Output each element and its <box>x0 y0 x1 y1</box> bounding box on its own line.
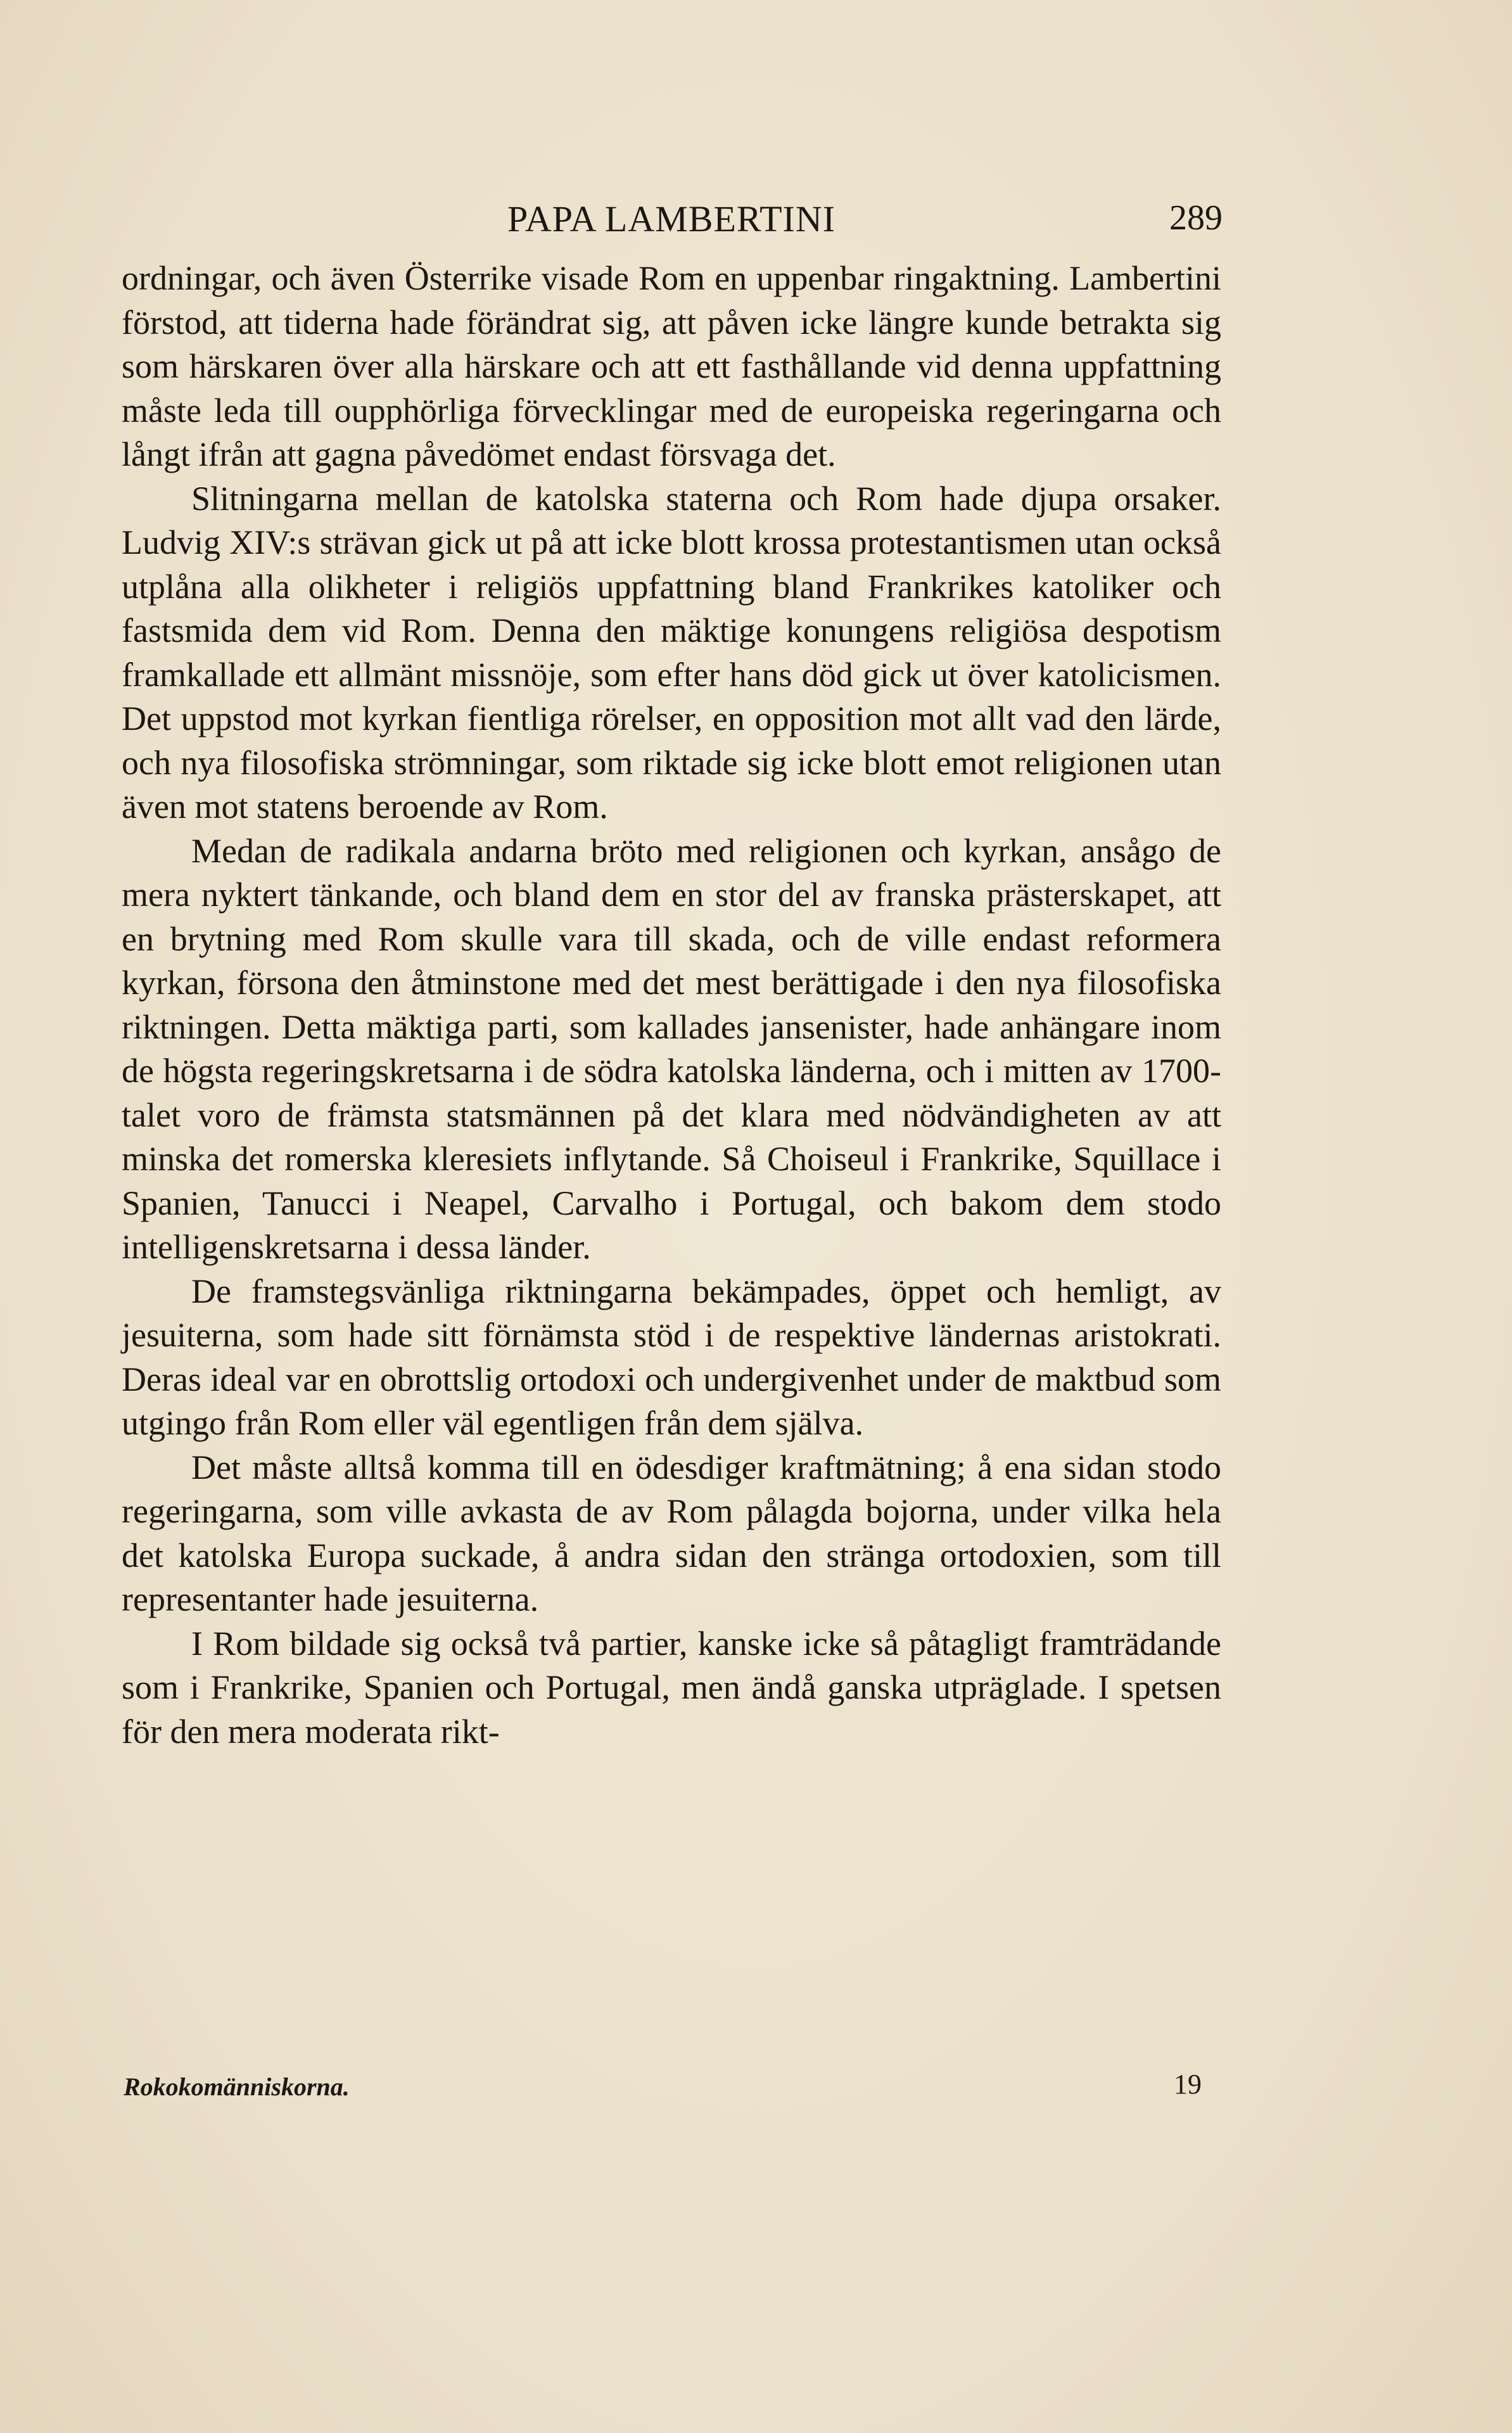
paragraph: ordningar, och även Österrike visade Rom en uppenbar ringaktning. Lambertini förstod, att tiderna hade förändrat sig, att påven icke längre kunde betrakta sig som härskaren över alla härskare och att ett fasthållande vid denna uppfattning måste leda till oupphörliga förvecklingar med de europeiska regeringarna och långt ifrån att gagna påvedömet endast försvaga det. <box>122 259 1221 473</box>
page-header <box>120 190 1223 247</box>
body-text <box>122 257 1221 1754</box>
signature-number: 19 <box>1174 2069 1202 2100</box>
page-number: 289 <box>1169 198 1223 238</box>
printer-signature: Rokokomänniskorna. <box>124 2072 350 2101</box>
paragraph: De framstegsvänliga riktningarna bekämpades, öppet och hemligt, av jesuiterna, som hade sitt förnämsta stöd i de respektive ländernas aristokrati. Deras ideal var en obrottslig ortodoxi och undergivenhet under de maktbud som utgingo från Rom eller väl egentligen från dem själva. <box>122 1272 1221 1442</box>
paragraph: Slitningarna mellan de katolska staterna och Rom hade djupa orsaker. Ludvig XIV:s strävan gick ut på att icke blott krossa protestantismen utan också utplåna alla olikheter i religiös uppfattning bland Frankrikes katoliker och fastsmida dem vid Rom. Denna den mäktige konungens religiösa despotism framkallade ett allmänt missnöje, som efter hans död gick ut över katolicismen. Det uppstod mot kyrkan fientliga rörelser, en opposition mot allt vad den lärde, och nya filosofiska strömningar, som riktade sig icke blott emot religionen utan även mot statens beroende av Rom. <box>122 479 1221 826</box>
paragraph: Det måste alltså komma till en ödesdiger kraftmätning; å ena sidan stodo regeringarna, som ville avkasta de av Rom pålagda bojorna, under vilka hela det katolska Europa suckade, å andra sidan den stränga ortodoxien, som till representanter hade jesuiterna. <box>122 1448 1221 1618</box>
running-title: PAPA LAMBERTINI <box>507 198 836 239</box>
page-footer <box>124 2069 1213 2116</box>
paragraph: Medan de radikala andarna bröto med religionen och kyrkan, ansågo de mera nyktert tänkande, och bland dem en stor del av franska prästerskapet, att en brytning med Rom skulle vara till skada, och de ville endast reformera kyrkan, försona den åtminstone med det mest berättigade i den nya filosofiska riktningen. Detta mäktiga parti, som kallades jansenister, hade anhängare inom de högsta regeringskretsarna i de södra katolska länderna, och i mitten av 1700-talet voro de främsta statsmännen på det klara med nödvändigheten av att minska det romerska kleresiets inflytande. Så Choiseul i Frankrike, Squillace i Spanien, Tanucci i Neapel, Carvalho i Portugal, och bakom dem stodo intelligenskretsarna i dessa länder. <box>122 831 1221 1266</box>
paragraph: I Rom bildade sig också två partier, kanske icke så påtagligt framträdande som i Frankrike, Spanien och Portugal, men ändå ganska utpräglade. I spetsen för den mera moderata rikt- <box>122 1624 1221 1751</box>
